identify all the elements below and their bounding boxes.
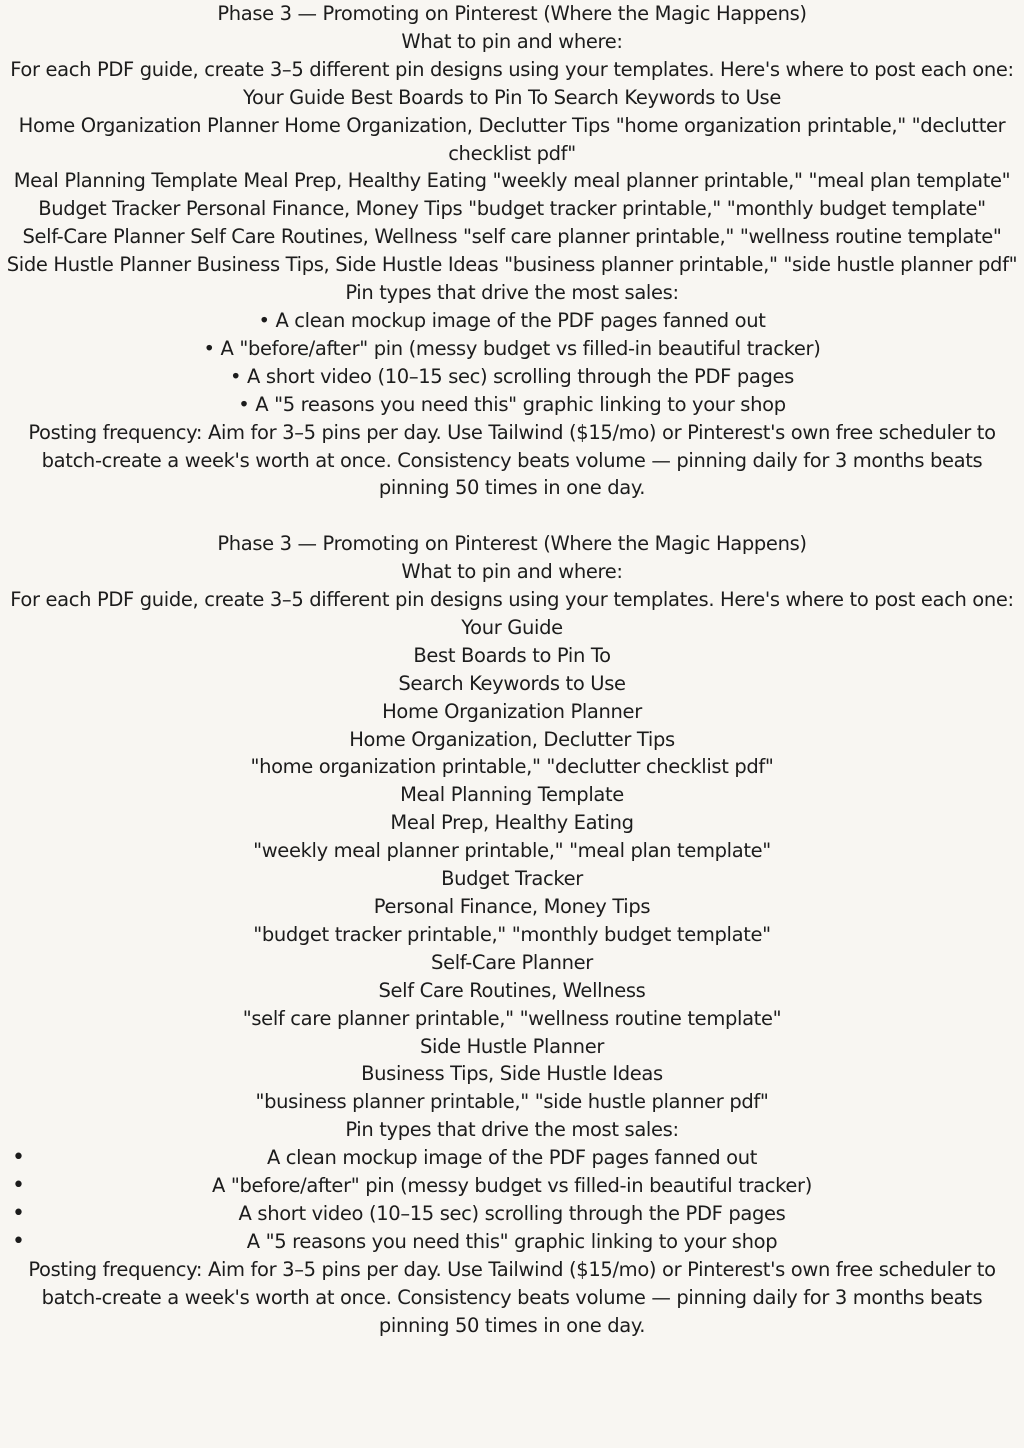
table-row-text: Budget Tracker Personal Finance, Money Tips "budget tracker printable," "monthly budget template" bbox=[38, 197, 986, 221]
pin-type-item: • A "5 reasons you need this" graphic linking to your shop bbox=[238, 392, 786, 416]
intro-paragraph: For each PDF guide, create 3–5 different pin designs using your templates. Here's where to post each one: bbox=[10, 57, 1014, 81]
table-cell: "weekly meal planner printable," "meal plan template" bbox=[253, 839, 771, 863]
table-row-text: Side Hustle Planner Business Tips, Side Hustle Ideas "business planner printable," "side hustle planner pdf" bbox=[6, 253, 1018, 277]
pin-type-bullet-item: • A "5 reasons you need this" graphic linking to your shop bbox=[4, 1228, 1020, 1256]
table-cell: Budget Tracker bbox=[441, 867, 583, 891]
table-cells-list bbox=[4, 614, 1020, 1116]
section-1 bbox=[4, 0, 1020, 502]
pin-type-bullet-item: • A "before/after" pin (messy budget vs filled-in beautiful tracker) bbox=[4, 1172, 1020, 1200]
table-cell: Your Guide bbox=[461, 615, 563, 639]
posting-frequency-paragraph: Posting frequency: Aim for 3–5 pins per day. Use Tailwind ($15/mo) or Pinterest's own free scheduler to batch-create a week's worth at once. Consistency beats volume — pinning daily for 3 months beats pinning 50 times in one day. bbox=[28, 1257, 996, 1337]
table-cell: "home organization printable," "declutter checklist pdf" bbox=[250, 755, 774, 779]
intro-paragraph: For each PDF guide, create 3–5 different pin designs using your templates. Here's where to post each one: bbox=[10, 588, 1014, 612]
pin-type-item: • A short video (10–15 sec) scrolling through the PDF pages bbox=[230, 364, 794, 388]
posting-frequency-paragraph: Posting frequency: Aim for 3–5 pins per day. Use Tailwind ($15/mo) or Pinterest's own free scheduler to batch-create a week's worth at once. Consistency beats volume — pinning daily for 3 months beats pinning 50 times in one day. bbox=[28, 420, 996, 500]
table-header-text: Your Guide Best Boards to Pin To Search Keywords to Use bbox=[243, 85, 781, 109]
pin-types-bullet-list bbox=[4, 1144, 1020, 1256]
pin-type-bullet-item: • A clean mockup image of the PDF pages fanned out bbox=[4, 1144, 1020, 1172]
table-row-text: Meal Planning Template Meal Prep, Healthy Eating "weekly meal planner printable," "meal plan template" bbox=[13, 169, 1011, 193]
table-cell: Home Organization, Declutter Tips bbox=[349, 727, 675, 751]
pin-type-item: • A clean mockup image of the PDF pages fanned out bbox=[258, 308, 766, 332]
section-2 bbox=[4, 530, 1020, 1339]
table-cell: Best Boards to Pin To bbox=[413, 643, 611, 667]
subheading: What to pin and where: bbox=[401, 29, 623, 53]
pin-type-item: • A "before/after" pin (messy budget vs filled-in beautiful tracker) bbox=[203, 336, 821, 360]
section-heading: Phase 3 — Promoting on Pinterest (Where the Magic Happens) bbox=[217, 532, 807, 556]
table-cell: Business Tips, Side Hustle Ideas bbox=[361, 1062, 663, 1086]
table-row-text: Home Organization Planner Home Organization, Declutter Tips "home organization printable," "declutter checklist pdf" bbox=[18, 113, 1006, 165]
pin-type-bullet-item: • A short video (10–15 sec) scrolling through the PDF pages bbox=[4, 1200, 1020, 1228]
table-rows-text bbox=[4, 112, 1020, 279]
table-cell: Meal Prep, Healthy Eating bbox=[390, 811, 634, 835]
table-cell: "budget tracker printable," "monthly budget template" bbox=[253, 922, 771, 946]
section-spacer bbox=[4, 502, 1020, 530]
table-cell: Side Hustle Planner bbox=[419, 1034, 605, 1058]
table-cell: Self-Care Planner bbox=[431, 950, 593, 974]
table-cell: Personal Finance, Money Tips bbox=[373, 894, 651, 918]
pin-types-list bbox=[4, 307, 1020, 419]
table-cell: Home Organization Planner bbox=[382, 699, 642, 723]
section-heading: Phase 3 — Promoting on Pinterest (Where the Magic Happens) bbox=[217, 2, 807, 25]
table-cell: Search Keywords to Use bbox=[398, 671, 626, 695]
pin-types-heading: Pin types that drive the most sales: bbox=[345, 1118, 679, 1142]
table-cell: "business planner printable," "side hustle planner pdf" bbox=[255, 1090, 769, 1114]
table-row-text: Self-Care Planner Self Care Routines, Wellness "self care planner printable," "wellness routine template" bbox=[22, 225, 1002, 249]
table-cell: Meal Planning Template bbox=[400, 783, 624, 807]
table-cell: "self care planner printable," "wellness routine template" bbox=[242, 1006, 782, 1030]
subheading: What to pin and where: bbox=[401, 560, 623, 584]
table-cell: Self Care Routines, Wellness bbox=[378, 978, 646, 1002]
pin-types-heading: Pin types that drive the most sales: bbox=[345, 281, 679, 305]
